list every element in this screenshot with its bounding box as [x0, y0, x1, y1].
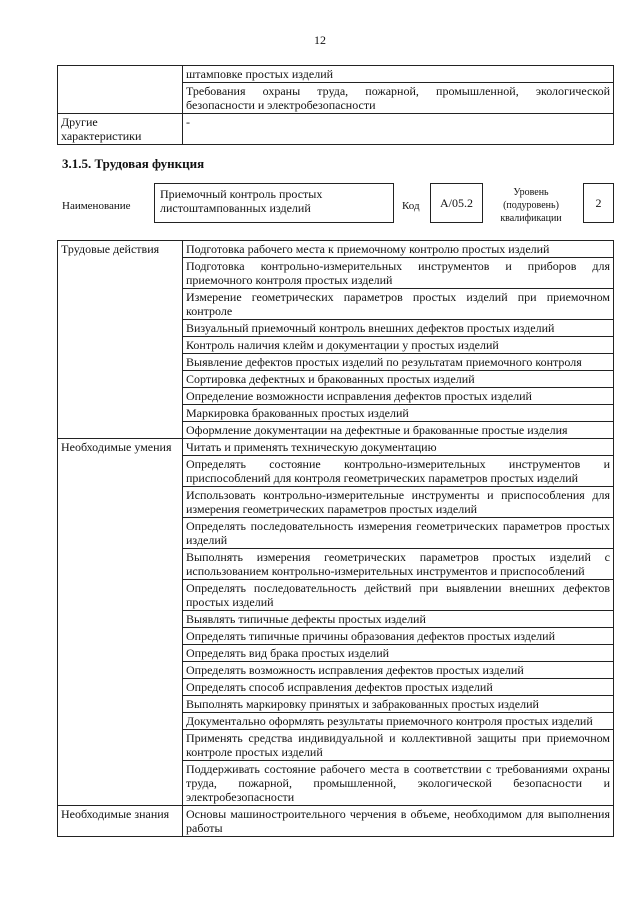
table-cell: Визуальный приемочный контроль внешних дефектов простых изделий: [183, 320, 614, 337]
name-label: Наименование: [62, 200, 131, 212]
table-cell: Читать и применять техническую документацию: [183, 439, 614, 456]
top-table-cell: Требования охраны труда, пожарной, промышленной, экологической безопасности и электробезопасности: [183, 83, 614, 114]
table-cell: Основы машиностроительного черчения в объеме, необходимом для выполнения работы: [183, 806, 614, 837]
section-title: 3.1.5. Трудовая функция: [62, 156, 205, 171]
page-number: 12: [314, 33, 326, 47]
row-group-label: Трудовые действия: [58, 241, 183, 439]
table-cell: Применять средства индивидуальной и коллективной защиты при приемочном контроле простых изделий: [183, 730, 614, 761]
top-table: [57, 65, 614, 145]
name-value: Приемочный контроль простых листоштампованных изделий: [154, 183, 394, 223]
table-cell: Определять последовательность измерения геометрических параметров простых изделий: [183, 518, 614, 549]
table-cell: Подготовка рабочего места к приемочному контролю простых изделий: [183, 241, 614, 258]
table-cell: Сортировка дефектных и бракованных простых изделий: [183, 371, 614, 388]
row-group-label: Необходимые знания: [58, 806, 183, 837]
top-table-row-label: Другие характеристики: [58, 114, 183, 145]
table-cell: Контроль наличия клейм и документации у простых изделий: [183, 337, 614, 354]
table-cell: Определение возможности исправления дефектов простых изделий: [183, 388, 614, 405]
table-cell: Измерение геометрических параметров простых изделий при приемочном контроле: [183, 289, 614, 320]
table-cell: Оформление документации на дефектные и бракованные простые изделия: [183, 422, 614, 439]
row-group-label: Необходимые умения: [58, 439, 183, 806]
table-cell: Выявление дефектов простых изделий по результатам приемочного контроля: [183, 354, 614, 371]
table-row: [58, 241, 614, 258]
table-cell: Определять последовательность действий при выявлении внешних дефектов простых изделий: [183, 580, 614, 611]
table-cell: Поддерживать состояние рабочего места в соответствии с требованиями охраны труда, пожарной, промышленной, экологической безопасности и электробезопасности: [183, 761, 614, 806]
code-label: Код: [402, 200, 420, 212]
table-cell: Выполнять измерения геометрических параметров простых изделий с использованием контрольно-измерительных инструментов и приспособлений: [183, 549, 614, 580]
top-table-row-label: [58, 66, 183, 114]
table-cell: Маркировка бракованных простых изделий: [183, 405, 614, 422]
table-cell: Подготовка контрольно-измерительных инструментов и приборов для приемочного контроля простых изделий: [183, 258, 614, 289]
table-cell: Выполнять маркировку принятых и забракованных простых изделий: [183, 696, 614, 713]
table-cell: Определять состояние контрольно-измерительных инструментов и приспособлений для контроля геометрических параметров простых изделий: [183, 456, 614, 487]
table-cell: Определять способ исправления дефектов простых изделий: [183, 679, 614, 696]
code-value: A/05.2: [430, 183, 483, 223]
top-table-cell: -: [183, 114, 614, 145]
level-label: Уровень (подуровень) квалификации: [500, 187, 562, 224]
level-value: 2: [583, 183, 614, 223]
top-table-cell: штамповке простых изделий: [183, 66, 614, 83]
table-cell: Использовать контрольно-измерительные инструменты и приспособления для измерения геометрических параметров простых изделий: [183, 487, 614, 518]
table-cell: Определять вид брака простых изделий: [183, 645, 614, 662]
table-cell: Выявлять типичные дефекты простых изделий: [183, 611, 614, 628]
table-cell: Определять возможность исправления дефектов простых изделий: [183, 662, 614, 679]
table-row: [58, 439, 614, 456]
table-cell: Определять типичные причины образования дефектов простых изделий: [183, 628, 614, 645]
table-cell: Документально оформлять результаты приемочного контроля простых изделий: [183, 713, 614, 730]
main-table: [57, 240, 614, 837]
table-row: [58, 806, 614, 837]
